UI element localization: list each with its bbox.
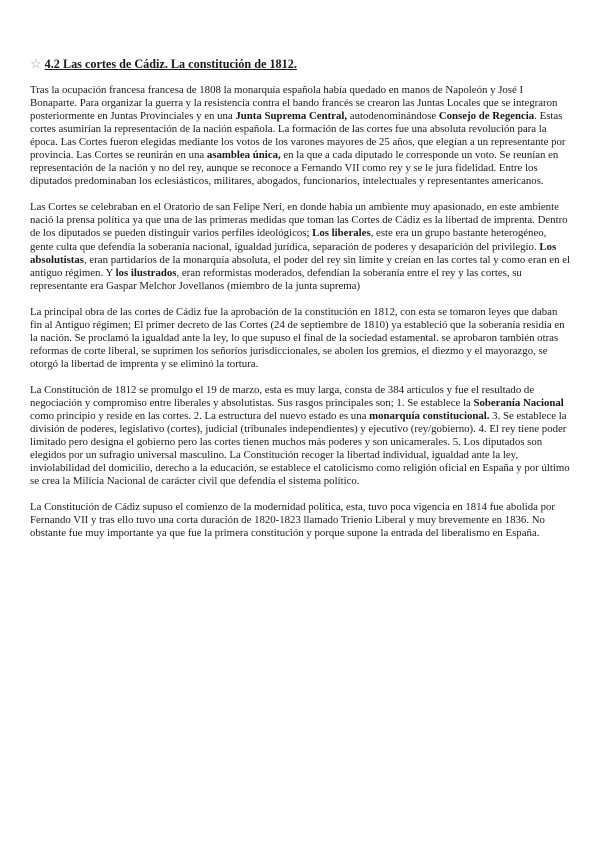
text-run: Tras la ocupación francesa francesa de 1808 la monarquía española había quedado en manos de Napoleón y José I Bonaparte. Para organizar la guerra y la resistencia contra el bando francés se crearon las Juntas Locales que se integraron posteriormente en Juntas Provinciales y en una	[30, 84, 558, 123]
bold-term: Consejo de Regencia	[438, 110, 535, 123]
section-heading	[30, 56, 572, 72]
bold-term: Junta Suprema Central,	[235, 110, 348, 123]
paragraph	[30, 501, 572, 540]
bold-term: asamblea única,	[206, 149, 281, 162]
star-icon: ☆	[30, 56, 42, 71]
document-page	[30, 56, 572, 553]
bold-term: Los absolutistas	[30, 240, 557, 266]
paragraph	[30, 384, 572, 488]
paragraph	[30, 306, 572, 371]
body-text	[30, 84, 572, 540]
text-run: La Constitución de Cádiz supuso el comienzo de la modernidad política, esta, tuvo poca vigencia en 1814 fue abolida por Fernando VII y tras ello tuvo una corta duración de 1820-1823 llamado Trienio Liberal y muy brevemente en 1836. No obstante fue muy importante ya que fue la primera constitución y porque supone la entrada del liberalismo en España.	[30, 501, 555, 540]
text-run: La principal obra de las cortes de Cádiz fue la aprobación de la constitución en 1812, con esta se tomaron leyes que daban fin al Antiguo régimen; El primer decreto de las Cortes (24 de septiembre de 1810) ya estableció que la soberanía residía en la nación. Se proclamó la igualdad ante la ley, lo que supuso el final de la sociedad estamental. se aprobaron también otras reformas de corte liberal, se suprimen los señoríos jurisdiccionales, se abolen los gremios, el diezmo y el mayorazgo, se otorgó la libertad de imprenta y se eliminó la tortura.	[30, 305, 565, 370]
bold-term: monarquía constitucional.	[369, 410, 490, 423]
bold-term: Soberanía Nacional	[473, 396, 564, 409]
text-run: autodenominándose	[347, 110, 439, 123]
text-run: como principio y reside en las cortes. 2. La estructura del nuevo estado es una	[30, 410, 370, 423]
text-run: , este era un grupo bastante heterogéneo, gente culta que defendía la soberanía nacional, igualdad jurídica, separación de poderes y desaparición del privilegio.	[30, 227, 547, 253]
text-run: , eran reformistas moderados, defendían la soberanía entre el rey y las cortes, su representante era Gaspar Melchor Jovellanos (miembro de la junta suprema)	[30, 266, 522, 292]
section-title: 4.2 Las cortes de Cádiz. La constitución de 1812.	[44, 57, 297, 71]
text-run: , eran partidarios de la monarquía absoluta, el poder del rey sin límite y creían en las cortes tal y como eran en el antiguo régimen. Y	[30, 253, 570, 279]
paragraph	[30, 201, 572, 292]
text-run: La Constitución de 1812 se promulgo el 19 de marzo, esta es muy larga, consta de 384 artículos y fue el resultado de negociación y compromiso entre liberales y absolutistas. Sus rasgos principales son; 1. Se establece la	[30, 383, 535, 409]
paragraph	[30, 84, 572, 188]
bold-term: los ilustrados	[115, 266, 177, 279]
text-run: en la que a cada diputado le corresponde un voto. Se reunían en representación de la nación y no del rey, aunque se reconoce a Fernando VII como rey y se le jura fidelidad. Entre los diputados predominaban los eclesiásticos, militares, abogados, funcionarios, intelectuales y representantes americanos.	[30, 149, 559, 188]
bold-term: Los liberales	[312, 227, 371, 240]
text-run: 3. Se establece la división de poderes, legislativo (cortes), judicial (tribunales independientes) y ejecutivo (rey/gobierno). 4. El rey tiene poder limitado pero designa el gobierno pero las cortes tienen muchos más poderes y son unicamerales. 5. Los diputados son elegidos por un sufragio universal masculino. La Constitución recoger la libertad individual, igualdad ante la ley, inviolabilidad del domicilio, derecho a la educación, se establece el catolicismo como religión oficial en España y por último se crea la Milicia Nacional de carácter civil que defendía el sistema político.	[30, 410, 570, 488]
text-run: Las Cortes se celebraban en el Oratorio de san Felipe Neri, en donde había un ambiente muy apasionado, en este ambiente nació la prensa política ya que una de las primeras medidas que toman las Cortes de Cádiz es la libertad de imprenta. Dentro de los diputados se pueden distinguir varios perfiles ideológicos;	[30, 201, 568, 240]
text-run: . Estas cortes asumirían la representación de la nación española. La formación de las cortes fue una absoluta revolución para la época. Las Cortes fueron elegidas mediante los votos de los varones mayores de 25 años, que elegían a un representante por provincia. Las Cortes se reunirán en una	[30, 110, 566, 162]
